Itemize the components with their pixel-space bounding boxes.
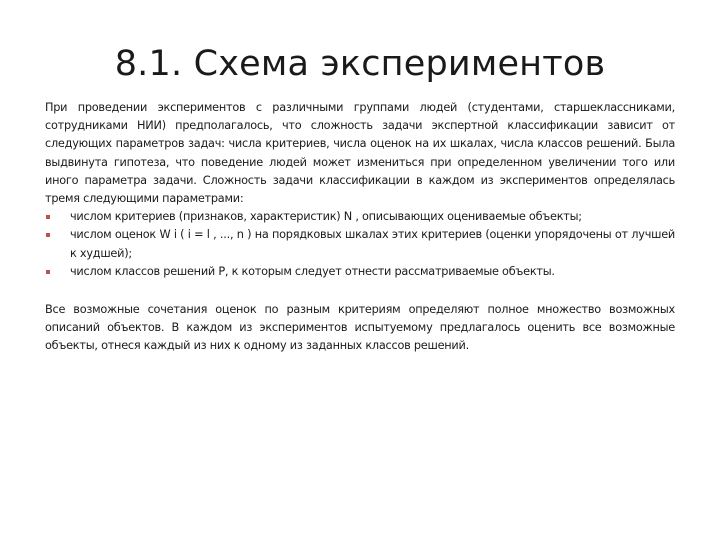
list-item-text: числом критериев (признаков, характеристик) N , описывающих оцениваемые объекты; bbox=[70, 210, 582, 224]
intro-paragraph: При проведении экспериментов с различными группами людей (студентами, старшеклассниками, сотрудниками НИИ) предполагалось, что сложность задачи экспертной классификации зависит от следующих параметров задач: числа критериев, числа оценок на их шкалах, числа классов решений. Была выдвинута гипотеза, что поведение людей может измениться при определенном увеличении того или иного параметра задачи. Сложность задачи классификации в каждом из экспериментов определялась тремя следующими параметрами: bbox=[45, 101, 675, 206]
bullet-square-icon bbox=[46, 270, 50, 274]
list-item-text: числом оценок W i ( i = l , ..., n ) на порядковых шкалах этих критериев (оценки упорядочены от лучшей к худшей); bbox=[70, 228, 675, 260]
slide-title: 8.1. Схема экспериментов bbox=[114, 44, 606, 84]
conclusion-paragraph: Все возможные сочетания оценок по разным критериям определяют полное множество возможных описаний объектов. В каждом из экспериментов испытуемому предлагалось оценить все возможные объекты, отнеся каждый из них к одному из заданных классов решений. bbox=[45, 303, 675, 353]
bullet-square-icon bbox=[46, 215, 50, 219]
list-item bbox=[45, 263, 675, 281]
list-item-text: числом классов решений P, к которым следует отнести рассматриваемые объекты. bbox=[70, 264, 555, 278]
spacer bbox=[45, 281, 675, 301]
parameter-list bbox=[45, 208, 675, 281]
slide-body bbox=[45, 99, 675, 356]
list-item bbox=[45, 208, 675, 226]
list-item bbox=[45, 226, 675, 262]
bullet-square-icon bbox=[46, 233, 50, 237]
